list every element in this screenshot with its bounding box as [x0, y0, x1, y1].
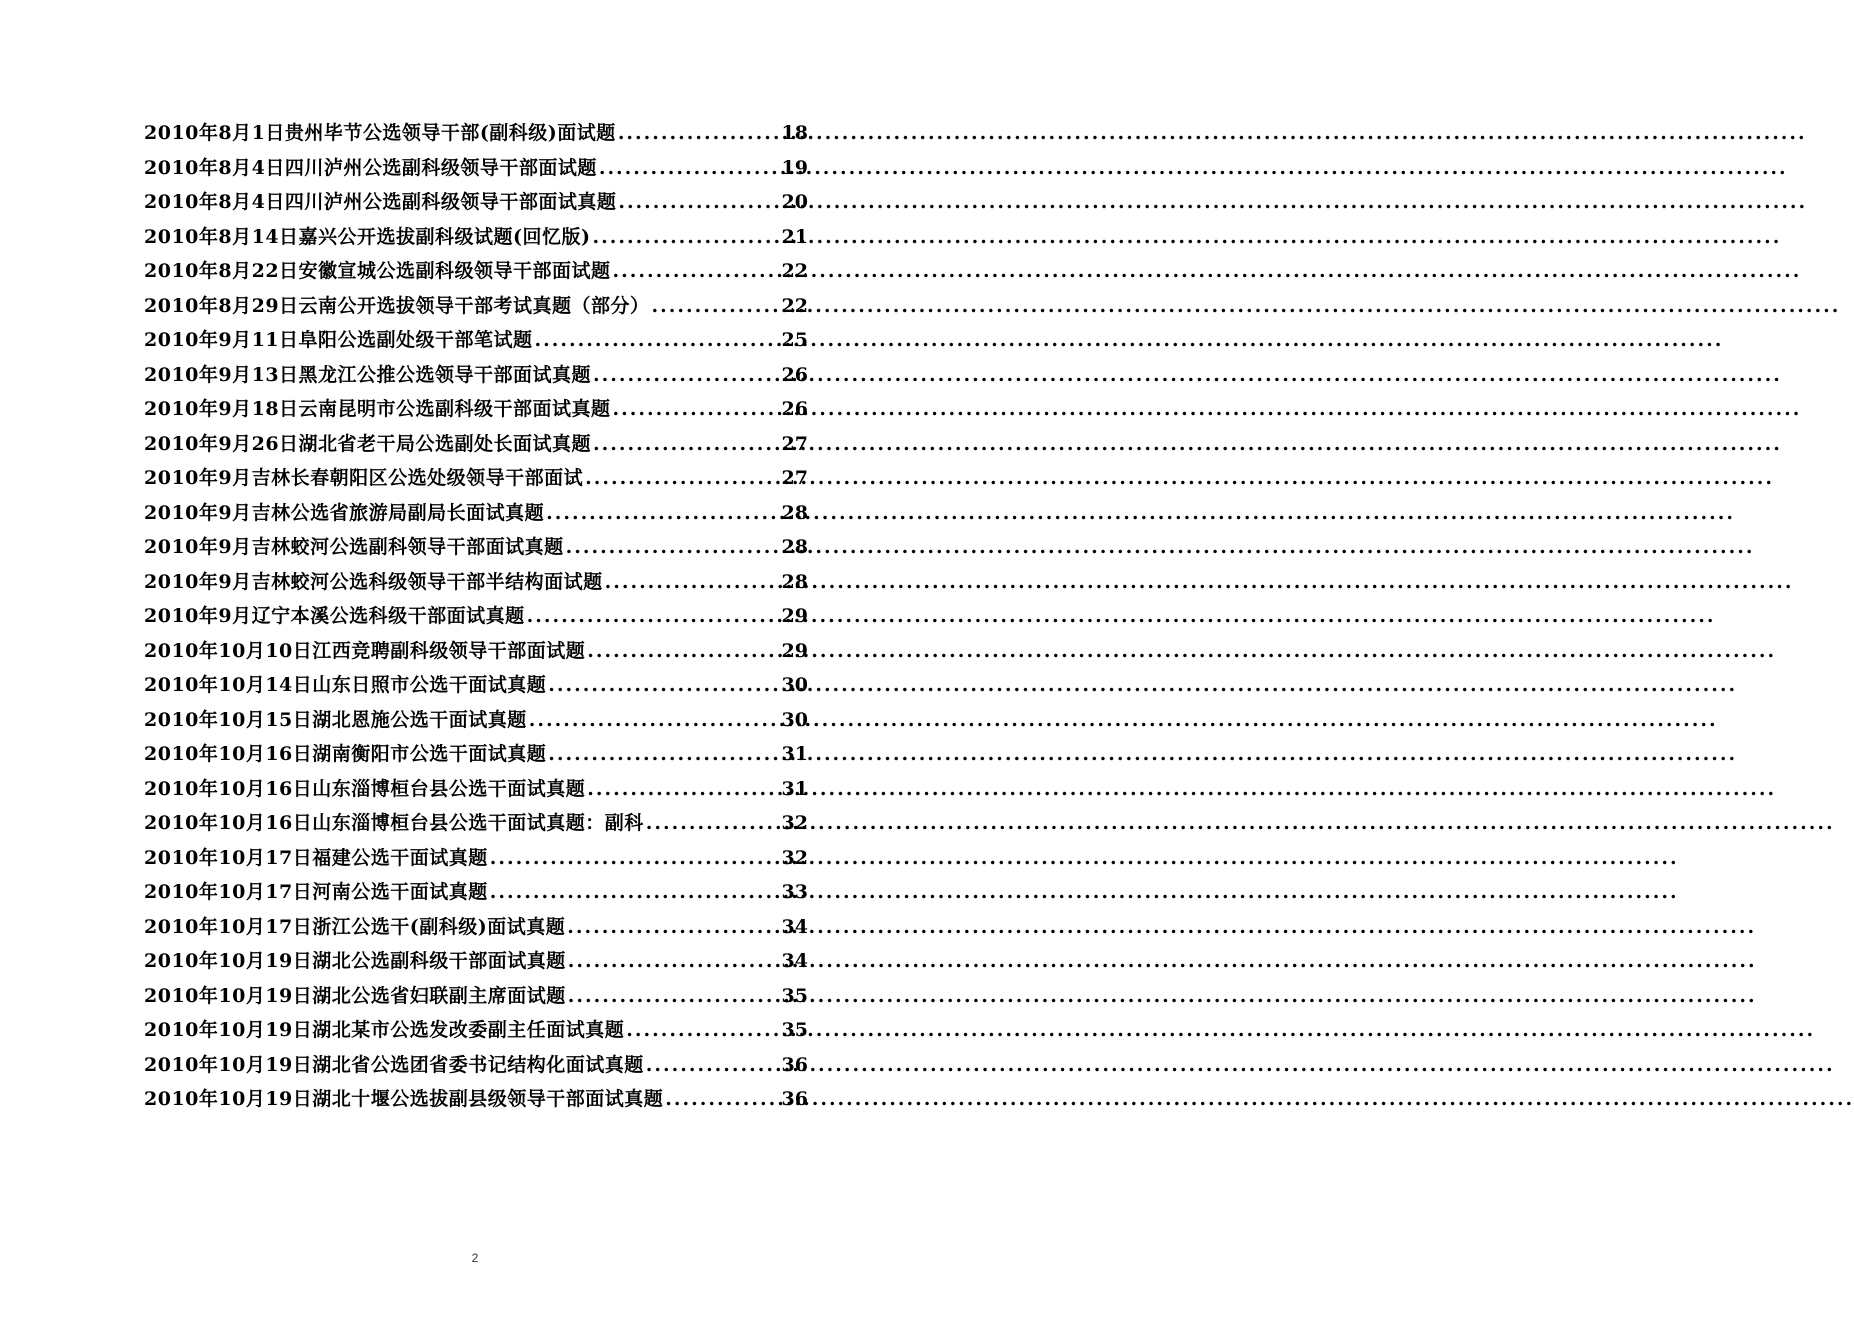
toc-entry-title: 2010年8月1日贵州毕节公选领导干部(副科级)面试题: [144, 122, 616, 144]
toc-entry[interactable]: [144, 1050, 808, 1085]
toc-dot-leader: [535, 329, 780, 351]
toc-dot-leader: [593, 226, 780, 248]
toc-entry-page-number: 29: [781, 605, 808, 627]
toc-entry[interactable]: [144, 394, 808, 429]
toc-entry-title: 2010年9月26日湖北省老干局公选副处长面试真题: [144, 432, 592, 455]
toc-dot-leader: [618, 191, 779, 213]
toc-entry[interactable]: [144, 601, 808, 636]
toc-entry-page-number: 30: [781, 708, 808, 731]
toc-entry-title: 2010年10月16日山东淄博桓台县公选干面试真题: [144, 777, 586, 800]
toc-dot-leader: [566, 536, 780, 558]
toc-dot-leader: [593, 364, 780, 386]
toc-entry-title: 2010年10月14日山东日照市公选干面试真题: [144, 674, 547, 696]
toc-entry-page-number: 21: [781, 225, 808, 248]
toc-entry[interactable]: [144, 912, 808, 947]
toc-dot-leader: [613, 398, 780, 420]
toc-entry-title: 2010年10月19日湖北公选副科级干部面试真题: [144, 950, 566, 972]
toc-entry-title: 2010年8月4日四川泸州公选副科级领导干部面试题: [144, 156, 597, 179]
toc-dot-leader: [587, 778, 779, 800]
toc-entry-page-number: 34: [781, 950, 808, 972]
toc-entry[interactable]: [144, 118, 808, 153]
toc-entry-title: 2010年10月19日湖北某市公选发改委副主任面试真题: [144, 1019, 625, 1041]
toc-entry[interactable]: [144, 567, 808, 602]
toc-entry[interactable]: [144, 774, 808, 809]
toc-dot-leader: [568, 985, 780, 1007]
toc-entry-page-number: 28: [781, 536, 808, 558]
toc-entry[interactable]: [144, 636, 808, 671]
toc-entry-title: 2010年8月22日安徽宣城公选副科级领导干部面试题: [144, 260, 611, 282]
toc-entry-title: 2010年9月吉林蛟河公选副科领导干部面试真题: [144, 536, 564, 558]
toc-entry-page-number: 29: [781, 639, 808, 662]
toc-entry-title: 2010年9月11日阜阳公选副处级干部笔试题: [144, 329, 533, 351]
toc-entry[interactable]: [144, 360, 808, 395]
toc-entry[interactable]: [144, 670, 808, 705]
toc-entry-title: 2010年8月4日四川泸州公选副科级领导干部面试真题: [144, 191, 617, 213]
toc-entry[interactable]: [144, 705, 808, 740]
toc-entry-page-number: 35: [781, 984, 808, 1007]
toc-entry-page-number: 32: [781, 812, 808, 834]
toc-entry-title: 2010年10月10日江西竞聘副科级领导干部面试题: [144, 639, 586, 662]
toc-dot-leader: [529, 709, 780, 731]
toc-dot-leader: [567, 916, 779, 938]
toc-entry[interactable]: [144, 739, 808, 774]
toc-entry-title: 2010年9月18日云南昆明市公选副科级干部面试真题: [144, 398, 611, 420]
toc-entry[interactable]: [144, 153, 808, 188]
toc-dot-leader: [587, 640, 779, 662]
toc-entry-title: 2010年10月19日湖北十堰公选拔副县级领导干部面试真题: [144, 1088, 664, 1110]
toc-dot-leader: [599, 157, 780, 179]
toc-entry[interactable]: [144, 877, 808, 912]
toc-entry[interactable]: [144, 532, 808, 567]
toc-entry[interactable]: [144, 429, 808, 464]
toc-entry[interactable]: [144, 498, 808, 533]
toc-entry[interactable]: [144, 463, 808, 498]
toc-dot-leader: [618, 122, 780, 144]
toc-dot-leader: [613, 260, 780, 282]
toc-dot-leader: [646, 1054, 780, 1076]
toc-entry[interactable]: [144, 187, 808, 222]
toc-entry-title: 2010年10月15日湖北恩施公选干面试真题: [144, 708, 527, 731]
toc-dot-leader: [665, 1088, 779, 1110]
toc-entry-title: 2010年8月29日云南公开选拔领导干部考试真题（部分）: [144, 294, 650, 317]
toc-entry[interactable]: [144, 981, 808, 1016]
toc-entry-page-number: 25: [781, 329, 808, 351]
toc-entry-page-number: 31: [781, 743, 808, 765]
toc-entry-title: 2010年10月17日河南公选干面试真题: [144, 881, 488, 903]
toc-entry[interactable]: [144, 843, 808, 878]
toc-dot-leader: [626, 1019, 779, 1041]
toc-entry-page-number: 22: [781, 260, 808, 282]
toc-entry-page-number: 35: [781, 1019, 808, 1041]
toc-dot-leader: [568, 950, 780, 972]
toc-entry[interactable]: [144, 1084, 808, 1119]
toc-entry-page-number: 27: [781, 467, 808, 489]
toc-entry-page-number: 36: [781, 1088, 808, 1110]
toc-dot-leader: [646, 812, 780, 834]
toc-entry-title: 2010年8月14日嘉兴公开选拔副科级试题(回忆版): [144, 225, 591, 248]
toc-entry[interactable]: [144, 325, 808, 360]
toc-entry[interactable]: [144, 1015, 808, 1050]
toc-entry-title: 2010年9月吉林公选省旅游局副局长面试真题: [144, 501, 545, 524]
toc-dot-leader: [546, 502, 779, 524]
toc-entry-title: 2010年9月13日黑龙江公推公选领导干部面试真题: [144, 363, 592, 386]
toc-entry-page-number: 30: [781, 674, 808, 696]
toc-entry-page-number: 28: [781, 501, 808, 524]
table-of-contents: [144, 118, 808, 1119]
toc-dot-leader: [548, 743, 779, 765]
toc-entry-page-number: 34: [781, 915, 808, 938]
toc-entry-page-number: 33: [781, 881, 808, 903]
toc-entry-title: 2010年9月辽宁本溪公选科级干部面试真题: [144, 605, 525, 627]
toc-dot-leader: [652, 295, 780, 317]
toc-entry[interactable]: [144, 222, 808, 257]
toc-entry[interactable]: [144, 256, 808, 291]
toc-entry-title: 2010年10月16日湖南衡阳市公选干面试真题: [144, 743, 547, 765]
toc-entry-page-number: 32: [781, 846, 808, 869]
toc-entry-page-number: 22: [781, 294, 808, 317]
toc-entry-page-number: 18: [781, 122, 808, 144]
toc-entry-page-number: 26: [781, 398, 808, 420]
toc-dot-leader: [585, 467, 779, 489]
toc-dot-leader: [490, 847, 780, 869]
toc-entry-page-number: 28: [781, 570, 808, 593]
toc-dot-leader: [527, 605, 780, 627]
toc-entry-title: 2010年10月19日湖北省公选团省委书记结构化面试真题: [144, 1053, 644, 1076]
toc-entry-page-number: 31: [781, 777, 808, 800]
toc-entry[interactable]: [144, 946, 808, 981]
toc-entry-page-number: 27: [781, 432, 808, 455]
toc-entry-title: 2010年9月吉林长春朝阳区公选处级领导干部面试: [144, 467, 584, 489]
toc-dot-leader: [548, 674, 779, 696]
toc-entry[interactable]: [144, 291, 808, 326]
toc-dot-leader: [490, 881, 780, 903]
page-number: 2: [471, 1251, 479, 1265]
toc-dot-leader: [593, 433, 780, 455]
toc-entry-title: 2010年10月16日山东淄博桓台县公选干面试真题：副科: [144, 812, 644, 834]
toc-entry-page-number: 20: [781, 191, 808, 213]
toc-entry[interactable]: [144, 808, 808, 843]
toc-list: [144, 118, 808, 1119]
toc-entry-page-number: 19: [781, 156, 808, 179]
toc-entry-page-number: 26: [781, 363, 808, 386]
toc-entry-title: 2010年10月19日湖北公选省妇联副主席面试题: [144, 984, 566, 1007]
toc-entry-title: 2010年9月吉林蛟河公选科级领导干部半结构面试题: [144, 570, 603, 593]
toc-entry-title: 2010年10月17日浙江公选干(副科级)面试真题: [144, 915, 566, 938]
toc-dot-leader: [605, 571, 780, 593]
toc-entry-title: 2010年10月17日福建公选干面试真题: [144, 846, 488, 869]
toc-entry-page-number: 36: [781, 1053, 808, 1076]
